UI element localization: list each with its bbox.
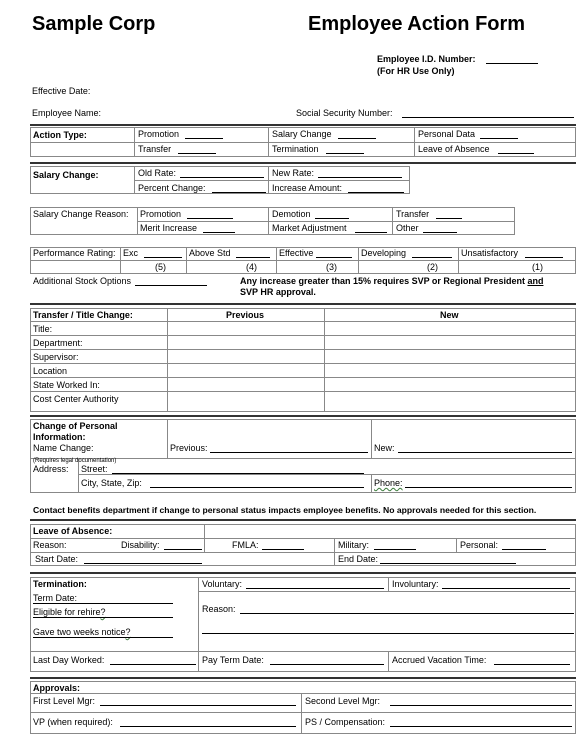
personal-data-option[interactable]: Personal Data <box>418 129 476 139</box>
promotion-option[interactable]: Promotion <box>138 129 180 139</box>
employee-id-label: Employee I.D. Number: <box>377 54 476 64</box>
start-date-field[interactable] <box>84 563 202 564</box>
eligible-rehire-label <box>33 607 106 617</box>
rating-above[interactable]: Above Std <box>189 248 231 258</box>
rating-effective-field[interactable] <box>316 257 352 258</box>
grid-line <box>371 419 372 458</box>
ssn-field[interactable] <box>402 117 574 118</box>
divider <box>30 677 576 679</box>
new-name-label: New: <box>374 443 395 453</box>
employee-name-label: Employee Name: <box>32 108 102 118</box>
new-rate-label: New Rate: <box>272 168 315 178</box>
grid-line <box>167 308 168 412</box>
first-mgr-field[interactable] <box>100 705 296 706</box>
approval-note-text: Any increase greater than 15% requires SVP or Regional President <box>240 276 528 286</box>
end-date-field[interactable] <box>380 563 516 564</box>
employee-id-field[interactable] <box>486 63 538 64</box>
termination-option[interactable]: Termination <box>272 144 319 154</box>
rating-effective[interactable]: Effective <box>279 248 314 258</box>
reason-term-field[interactable] <box>240 613 574 614</box>
address-label: Address: <box>33 464 69 474</box>
benefits-note: Contact benefits department if change to personal status impacts employee benefits. No approvals needed for this section. <box>33 505 537 515</box>
leave-label: Leave of Absence: <box>33 526 113 536</box>
grid-line <box>268 127 269 157</box>
disability-field[interactable] <box>164 549 202 550</box>
grid-line <box>30 142 576 143</box>
city-label: City, State, Zip: <box>81 478 142 488</box>
grid-line <box>324 308 325 412</box>
score-3: (3) <box>326 262 337 272</box>
personal-info-label: Change of Personal <box>33 421 118 431</box>
transfer-row-title: Title: <box>33 324 53 334</box>
grid-line <box>30 712 576 713</box>
salary-change-option[interactable]: Salary Change <box>272 129 332 139</box>
stock-options-label: Additional Stock Options <box>33 276 132 286</box>
two-weeks-field[interactable] <box>33 637 173 638</box>
ssn-label: Social Security Number: <box>296 108 393 118</box>
rating-unsat-field[interactable] <box>525 257 563 258</box>
divider <box>30 519 576 521</box>
rating-developing-field[interactable] <box>412 257 452 258</box>
increase-amount-label: Increase Amount: <box>272 183 343 193</box>
old-rate-label: Old Rate: <box>138 168 177 178</box>
reason-other[interactable]: Other <box>396 223 419 233</box>
reason-promotion[interactable]: Promotion <box>140 209 182 219</box>
voluntary-label: Voluntary: <box>202 579 243 589</box>
transfer-row-cost-center: Cost Center Authority <box>33 394 119 404</box>
grid-line <box>30 391 576 392</box>
salary-change-label: Salary Change: <box>33 170 99 180</box>
reason-demotion-field[interactable] <box>315 218 349 219</box>
new-header: New <box>440 310 459 320</box>
divider <box>30 162 576 164</box>
stock-options-field[interactable] <box>135 285 207 286</box>
company-name: Sample Corp <box>32 13 156 35</box>
street-field[interactable] <box>112 473 364 474</box>
grid-line <box>30 260 576 261</box>
reason-merit[interactable]: Merit Increase <box>140 223 198 233</box>
performance-label: Performance Rating: <box>33 248 116 258</box>
grid-line <box>388 651 389 672</box>
divider <box>30 124 576 126</box>
involuntary-field[interactable] <box>442 588 570 589</box>
involuntary-label: Involuntary: <box>392 579 439 589</box>
new-name-field[interactable] <box>398 452 572 453</box>
rating-exc-field[interactable] <box>144 257 182 258</box>
divider <box>30 572 576 574</box>
grid-line <box>30 377 576 378</box>
grid-line <box>30 651 576 652</box>
eligible-rehire-text: Eligible for rehire <box>33 607 101 617</box>
name-change-label: Name Change: <box>33 443 94 453</box>
grid-line <box>414 127 415 157</box>
grid-line <box>198 591 576 592</box>
reason-promotion-field[interactable] <box>187 218 233 219</box>
approval-note-line2: SVP HR approval. <box>240 287 316 297</box>
grid-line <box>134 180 410 181</box>
approval-note <box>240 276 543 286</box>
military-label: Military: <box>338 540 369 550</box>
city-field[interactable] <box>150 487 364 488</box>
fmla-field[interactable] <box>262 549 304 550</box>
reason-merit-field[interactable] <box>203 232 235 233</box>
eligible-rehire-field[interactable] <box>33 617 173 618</box>
hr-use-note: (For HR Use Only) <box>377 66 455 76</box>
reason-term-field-2[interactable] <box>202 633 574 634</box>
grid-line <box>301 693 302 734</box>
disability-label: Disability: <box>121 540 160 550</box>
rating-unsat[interactable]: Unsatisfactory <box>461 248 519 258</box>
leave-reason-label: Reason: <box>33 540 67 550</box>
termination-label: Termination: <box>33 579 87 589</box>
voluntary-field[interactable] <box>246 588 384 589</box>
score-4: (4) <box>246 262 257 272</box>
leave-field[interactable] <box>498 153 534 154</box>
action-type-label: Action Type: <box>33 130 87 140</box>
two-weeks-text: Gave two weeks notice <box>33 627 126 637</box>
grid-line <box>371 474 372 493</box>
grid-line <box>334 538 335 566</box>
vacation-field[interactable] <box>494 664 570 665</box>
pay-term-field[interactable] <box>270 664 384 665</box>
rating-exc[interactable]: Exc <box>123 248 139 258</box>
reason-market[interactable]: Market Adjustment <box>272 223 347 233</box>
legal-doc-note: (Requires legal documentation) <box>33 458 117 464</box>
grid-line <box>167 419 168 458</box>
reason-other-field[interactable] <box>423 232 457 233</box>
score-5: (5) <box>155 262 166 272</box>
military-field[interactable] <box>374 549 416 550</box>
reason-transfer-field[interactable] <box>436 218 462 219</box>
grid-line <box>30 349 576 350</box>
score-1: (1) <box>532 262 543 272</box>
divider <box>30 303 576 305</box>
phone-label <box>374 478 403 488</box>
transfer-field[interactable] <box>178 153 216 154</box>
form-title: Employee Action Form <box>308 13 526 35</box>
reason-market-field[interactable] <box>355 232 387 233</box>
grid-line <box>388 577 389 591</box>
ps-label: PS / Compensation: <box>305 717 386 727</box>
salary-change-field[interactable] <box>338 138 376 139</box>
grid-line <box>30 538 576 539</box>
last-day-field[interactable] <box>110 664 196 665</box>
percent-change-field[interactable] <box>212 192 266 193</box>
phone-field[interactable] <box>405 487 572 488</box>
two-weeks-q: ? <box>125 627 131 637</box>
grid-line <box>30 552 576 553</box>
phone-label-text: Phone: <box>374 478 403 488</box>
salary-reason-label: Salary Change Reason: <box>33 209 129 219</box>
end-date-label: End Date: <box>338 554 379 564</box>
transfer-label: Transfer / Title Change: <box>33 310 133 320</box>
approvals-label: Approvals: <box>33 683 81 693</box>
divider <box>30 415 576 417</box>
approval-note-and: and <box>527 276 544 286</box>
grid-line <box>134 127 135 157</box>
grid-line <box>30 363 576 364</box>
start-date-label: Start Date: <box>35 554 79 564</box>
new-rate-field[interactable] <box>318 177 402 178</box>
transfer-row-location: Location <box>33 366 68 376</box>
grid-line <box>456 538 457 552</box>
previous-name-label: Previous: <box>170 443 208 453</box>
rating-developing[interactable]: Developing <box>361 248 407 258</box>
personal-data-field[interactable] <box>480 138 518 139</box>
transfer-row-department: Department: <box>33 338 83 348</box>
increase-amount-field[interactable] <box>348 192 404 193</box>
old-rate-field[interactable] <box>180 177 264 178</box>
term-date-label: Term Date: <box>33 593 78 603</box>
second-mgr-field[interactable] <box>390 705 572 706</box>
grid-line <box>30 693 576 694</box>
vp-field[interactable] <box>120 726 296 727</box>
reason-transfer[interactable]: Transfer <box>396 209 430 219</box>
score-2: (2) <box>427 262 438 272</box>
pay-term-label: Pay Term Date: <box>202 655 264 665</box>
ps-field[interactable] <box>390 726 572 727</box>
transfer-option[interactable]: Transfer <box>138 144 172 154</box>
term-date-field[interactable] <box>33 603 173 604</box>
previous-name-field[interactable] <box>210 452 368 453</box>
first-mgr-label: First Level Mgr: <box>33 696 96 706</box>
reason-demotion[interactable]: Demotion <box>272 209 311 219</box>
previous-header: Previous <box>226 310 265 320</box>
personal-leave-field[interactable] <box>502 549 546 550</box>
transfer-row-state: State Worked In: <box>33 380 100 390</box>
rating-above-field[interactable] <box>236 257 270 258</box>
termination-field[interactable] <box>326 153 364 154</box>
leave-option[interactable]: Leave of Absence <box>418 144 490 154</box>
last-day-label: Last Day Worked: <box>33 655 105 665</box>
two-weeks-label <box>33 627 131 637</box>
grid-line <box>204 524 205 552</box>
street-label: Street: <box>81 464 108 474</box>
fmla-label: FMLA: <box>232 540 259 550</box>
personal-leave-label: Personal: <box>460 540 499 550</box>
vp-label: VP (when required): <box>33 717 113 727</box>
personal-info-label-2: Information: <box>33 432 86 442</box>
eligible-rehire-q: ? <box>100 607 106 617</box>
reason-term-label: Reason: <box>202 604 236 614</box>
vacation-label: Accrued Vacation Time: <box>392 655 487 665</box>
percent-change-label: Percent Change: <box>138 183 206 193</box>
grid-line <box>137 221 515 222</box>
promotion-field[interactable] <box>185 138 223 139</box>
effective-date-label: Effective Date: <box>32 86 91 96</box>
grid-line <box>78 474 576 475</box>
transfer-row-supervisor: Supervisor: <box>33 352 79 362</box>
second-mgr-label: Second Level Mgr: <box>305 696 381 706</box>
grid-line <box>30 335 576 336</box>
grid-line <box>30 321 576 322</box>
